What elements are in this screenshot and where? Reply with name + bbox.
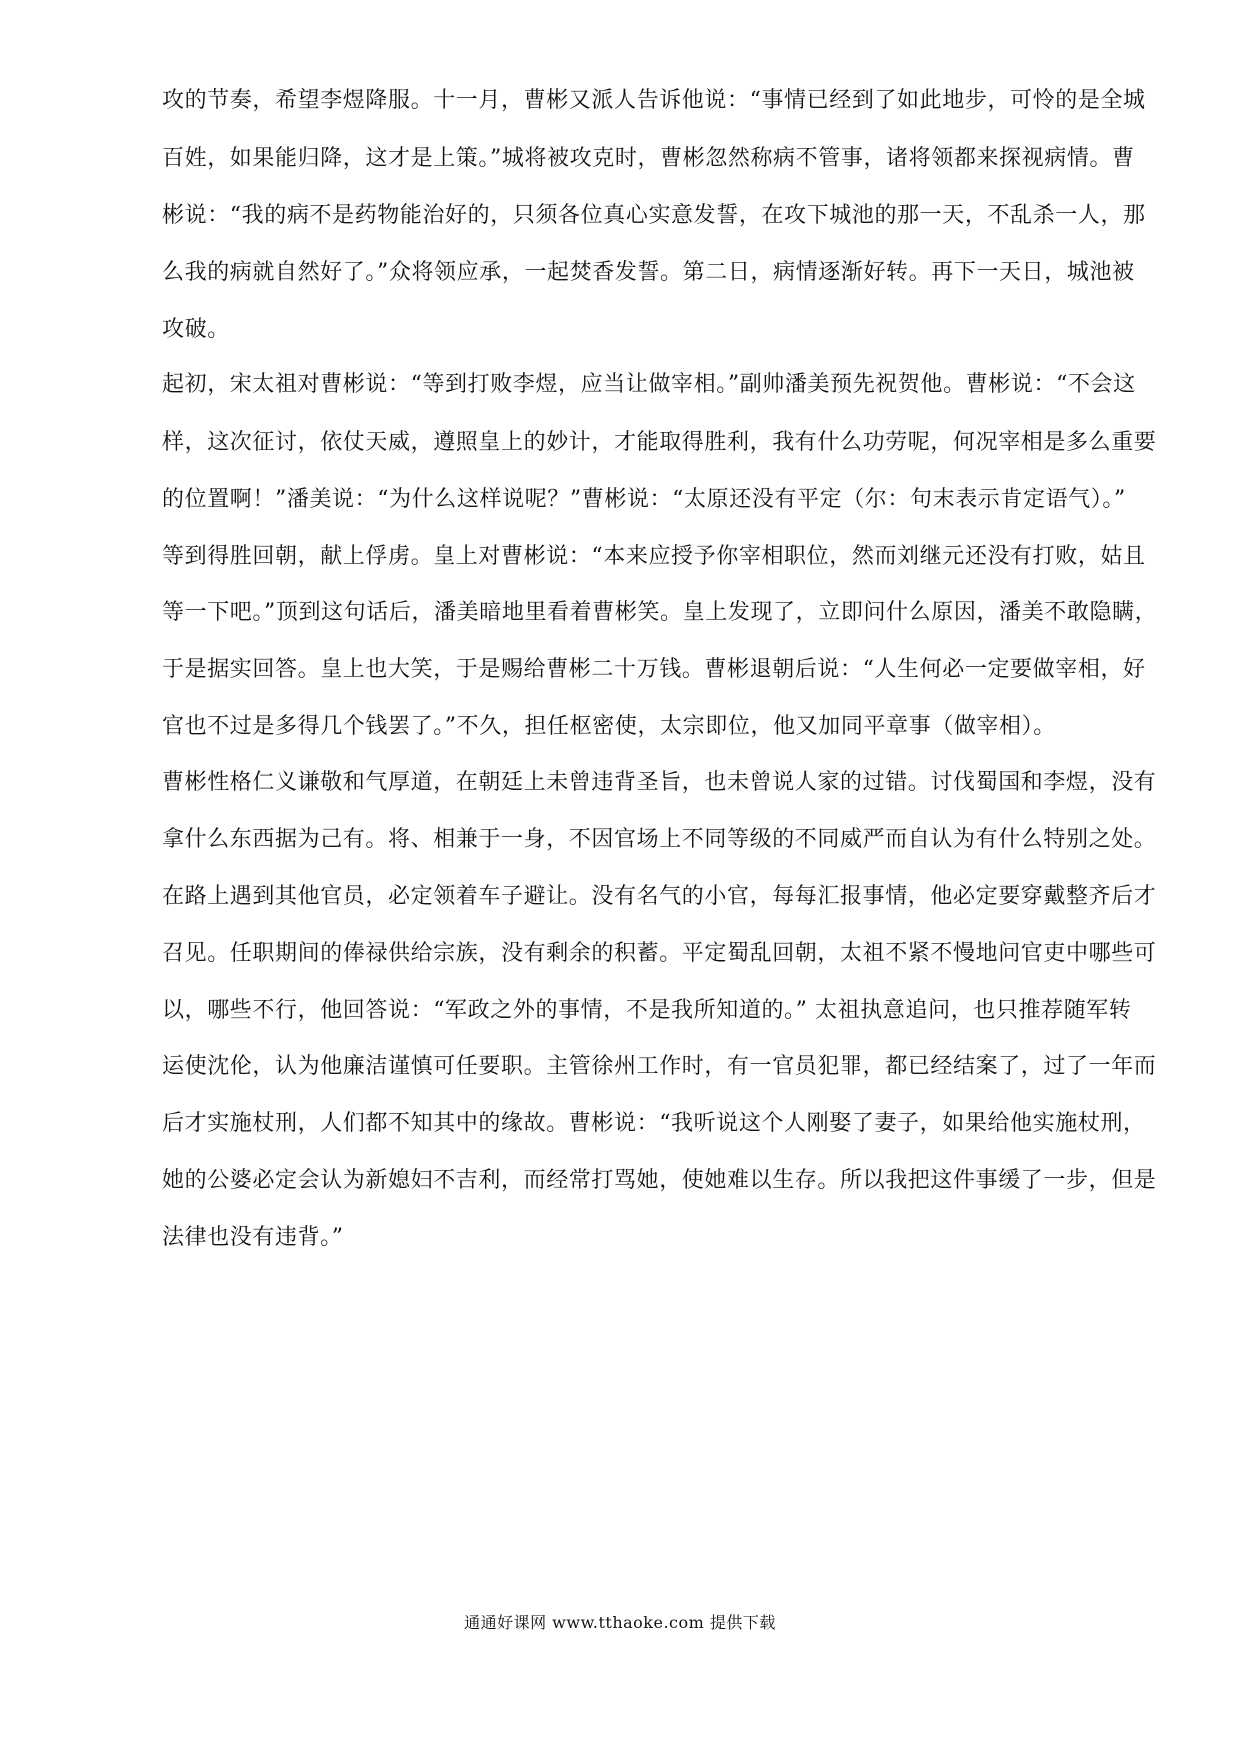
text-line: 起初，宋太祖对曹彬说：“等到打败李煜，应当让做宰相。”副帅潘美预先祝贺他。曹彬说：“不会这 [162,372,1136,397]
page-footer: 通通好课网 www.tthaoke.com 提供下载 [464,1613,776,1632]
text-line: 拿什么东西据为己有。将、相兼于一身，不因官场上不同等级的不同威严而自认为有什么特别之处。 [162,827,1157,852]
text-line: 于是据实回答。皇上也大笑，于是赐给曹彬二十万钱。曹彬退朝后说：“人生何必一定要做宰相，好 [162,657,1146,682]
text-line: 等一下吧。”顶到这句话后，潘美暗地里看着曹彬笑。皇上发现了，立即问什么原因，潘美不敢隐瞒， [162,600,1158,625]
text-line: 彬说：“我的病不是药物能治好的，只须各位真心实意发誓，在攻下城池的那一天，不乱杀一人，那 [162,203,1146,228]
text-line: 等到得胜回朝，献上俘虏。皇上对曹彬说：“本来应授予你宰相职位，然而刘继元还没有打败，姑且 [162,544,1146,569]
text-line: 在路上遇到其他官员，必定领着车子避让。没有名气的小官，每每汇报事情，他必定要穿戴整齐后才 [162,884,1157,909]
text-line: 以，哪些不行，他回答说：“军政之外的事情，不是我所知道的。” 太祖执意追问，也只推荐随军转 [162,998,1132,1023]
text-line: 样，这次征讨，依仗天威，遵照皇上的妙计，才能取得胜利，我有什么功劳呢，何况宰相是多么重要 [162,430,1157,455]
text-line: 百姓，如果能归降，这才是上策。”城将被攻克时，曹彬忽然称病不管事，诸将领都来探视病情。曹 [162,146,1135,171]
text-line: 么我的病就自然好了。”众将领应承，一起焚香发誓。第二日，病情逐渐好转。再下一天日，城池被 [162,260,1135,285]
text-line: 后才实施杖刑，人们都不知其中的缘故。曹彬说：“我听说这个人刚娶了妻子，如果给他实施杖刑， [162,1111,1146,1136]
text-line: 攻的节奏，希望李煜降服。十一月，曹彬又派人告诉他说：“事情已经到了如此地步，可怜的是全城 [162,88,1146,113]
text-line: 法律也没有违背。” [162,1225,344,1250]
text-line: 召见。任职期间的俸禄供给宗族，没有剩余的积蓄。平定蜀乱回朝，太祖不紧不慢地问官吏中哪些可 [162,941,1157,966]
text-line: 的位置啊！”潘美说：“为什么这样说呢？”曹彬说：“太原还没有平定（尔：句末表示肯定语气）。” [162,487,1126,512]
text-line: 官也不过是多得几个钱罢了。”不久，担任枢密使，太宗即位，他又加同平章事（做宰相）。 [162,714,1056,739]
text-line: 曹彬性格仁义谦敬和气厚道，在朝廷上未曾违背圣旨，也未曾说人家的过错。讨伐蜀国和李煜，没有 [162,770,1157,795]
text-line: 她的公婆必定会认为新媳妇不吉利，而经常打骂她，使她难以生存。所以我把这件事缓了一步，但是 [162,1168,1157,1193]
text-line: 攻破。 [162,317,230,342]
text-line: 运使沈伦，认为他廉洁谨慎可任要职。主管徐州工作时，有一官员犯罪，都已经结案了，过了一年而 [162,1054,1157,1079]
